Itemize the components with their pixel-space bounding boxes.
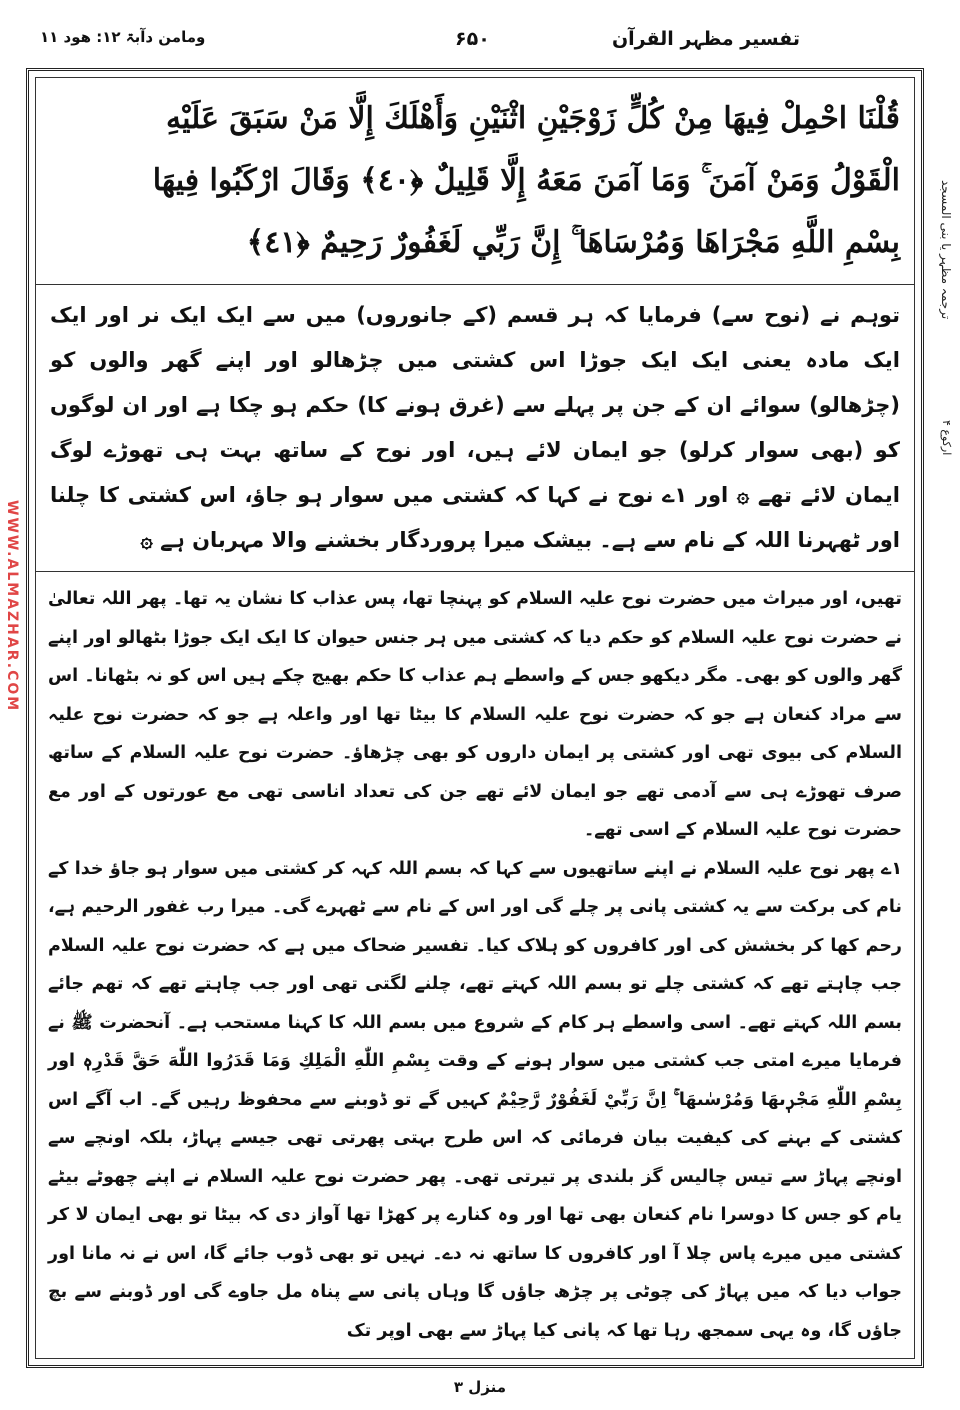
margin-note: ارکوع ۴ xyxy=(940,420,953,456)
margin-note: ترجمہ مظہر یا بنی المسجد xyxy=(939,180,953,320)
page-frame xyxy=(26,68,924,1368)
verse-line: قُلْنَا احْمِلْ فِيهَا مِنْ كُلٍّ زَوْجَيْنِ اثْنَيْنِ وَأَهْلَكَ إِلَّا مَنْ سَبَقَ عَلَيْهِ xyxy=(166,101,900,136)
book-title: تفسیر مظہر القرآن xyxy=(611,28,800,50)
commentary-paragraph: تھیں، اور میراث میں حضرت نوح علیہ السلام کو پہنچا تھا، پس عذاب کا نشان یہ تھا۔ پھر اللہ تعالیٰ نے حضرت نوح علیہ السلام کو حکم دیا کہ کشتی میں ہر جنس حیوان کا ایک ایک جوڑا بٹھالو اور اپنے گھر والوں کو بھی۔ مگر دیکھو جس کے واسطے ہم عذاب کا حکم بھیج چکے ہیں اس کو نہ بٹھانا۔ اس سے مراد کنعان ہے جو کہ حضرت نوح علیہ السلام کا بیٹا تھا اور واعلہ ہے جو کہ حضرت نوح علیہ السلام کی بیوی تھی اور کشتی پر ایمان داروں کو بھی چڑھاؤ۔ حضرت نوح علیہ السلام کے ساتھ صرف تھوڑے ہی سے آدمی تھے جو ایمان لائے تھے جن کی تعداد اناسی تھی مع عورتوں کے اور مع حضرت نوح علیہ السلام کے اسی تھے۔ xyxy=(48,589,902,840)
verse-line: بِسْمِ اللَّهِ مَجْرَاهَا وَمُرْسَاهَا ۚ إِنَّ رَبِّي لَغَفُورٌ رَحِيمٌ ﴿٤١﴾ xyxy=(246,225,900,260)
translation-text: توہم نے (نوح سے) فرمایا کہ ہر قسم (کے جانوروں) میں سے ایک ایک نر اور ایک ایک مادہ یعنی ایک ایک جوڑا اس کشتی میں چڑھالو اور اپنے گھر والوں کو (چڑھالو) سوائے ان کے جن پر پہلے سے (غرق ہونے کا) حکم ہو چکا ہے اور ان لوگوں کو (بھی سوار کرلو) جو ایمان لائے ہیں، اور نوح کے ساتھ بہت ہی تھوڑے لوگ ایمان لائے تھے ۞ اور ۱ے نوح نے کہا کہ کشتی میں سوار ہو جاؤ، اس کشتی کا چلنا اور ٹھہرنا اللہ کے نام سے ہے۔ بیشک میرا پروردگار بخشنے والا مہربان ہے ۞ xyxy=(50,303,900,552)
chapter-reference: ومامن دآبۃ ۱۲: ھود ۱۱ xyxy=(40,28,206,46)
quran-verse-box xyxy=(35,77,915,285)
page-footer: منزل ۳ xyxy=(453,1378,507,1396)
verse-line: الْقَوْلُ وَمَنْ آمَنَ ۚ وَمَا آمَنَ مَعَهُ إِلَّا قَلِيلٌ ﴿٤٠﴾ وَقَالَ ارْكَبُوا فِيهَا xyxy=(152,163,900,198)
page-number: ۶۵۰ xyxy=(455,28,490,50)
commentary-paragraph: ۱ے پھر نوح علیہ السلام نے اپنے ساتھیوں سے کہا کہ بسم اللہ کہہ کر کشتی میں سوار ہو جاؤ خدا کے نام کی برکت سے یہ کشتی پانی پر چلے گی اور اس کے نام سے ٹھہرے گی۔ میرا رب غفور الرحیم ہے، رحم کھا کر بخشش کی اور کافروں کو ہلاک کیا۔ تفسیر ضحاک میں ہے کہ حضرت نوح علیہ السلام جب چاہتے تھے کہ کشتی چلے تو بسم اللہ کہتے تھے، چلنے لگتی تھی اور جب چاہتے تھے کہ تھم جائے بسم اللہ کہتے تھے۔ اسی واسطے ہر کام کے شروع میں بسم اللہ کا کہنا مستحب ہے۔ آنحضرت ﷺ نے فرمایا میرے امتی جب کشتی میں سوار ہونے کے وقت بِسْمِ اللّٰهِ الْمَلِكِ وَمَا قَدَرُوا اللّٰهَ حَقَّ قَدْرِهٖ اور بِسْمِ اللّٰهِ مَجْرٖىهَا وَمُرْسٰىهَا ۚ اِنَّ رَبِّيْ لَغَفُوْرٌ رَّحِيْمٌ کہیں گے تو ڈوبنے سے محفوظ رہیں گے۔ اب آگے اس کشتی کے بہنے کی کیفیت بیان فرمائی کہ اس طرح بہتی پھرتی تھی جیسے پہاڑ، بلکہ اونچے سے اونچے پہاڑ سے تیس چالیس گز بلندی پر تیرتی تھی۔ پھر حضرت نوح علیہ السلام نے اپنے چھوٹے بیٹے یام کو جس کا دوسرا نام کنعان بھی تھا اور وہ کنارے پر کھڑا تھا آواز دی کہ بیٹا تو بھی ایمان لا کر کشتی میں میرے پاس چلا آ اور کافروں کا ساتھ نہ دے۔ نہیں تو بھی ڈوب جائے گا، اس نے نہ مانا اور جواب دیا کہ میں پہاڑ کی چوٹی پر چڑھ جاؤں گا وہاں پانی سے پناہ مل جاوے گی اور ڈوبنے سے بچ جاؤں گا، وہ یہی سمجھ رہا تھا کہ پانی کیا پہاڑ سے بھی اوپر تک xyxy=(48,858,902,1341)
translation-box xyxy=(35,285,915,572)
commentary-box xyxy=(35,572,915,1359)
watermark: WWW.ALMAZHAR.COM xyxy=(4,500,20,713)
